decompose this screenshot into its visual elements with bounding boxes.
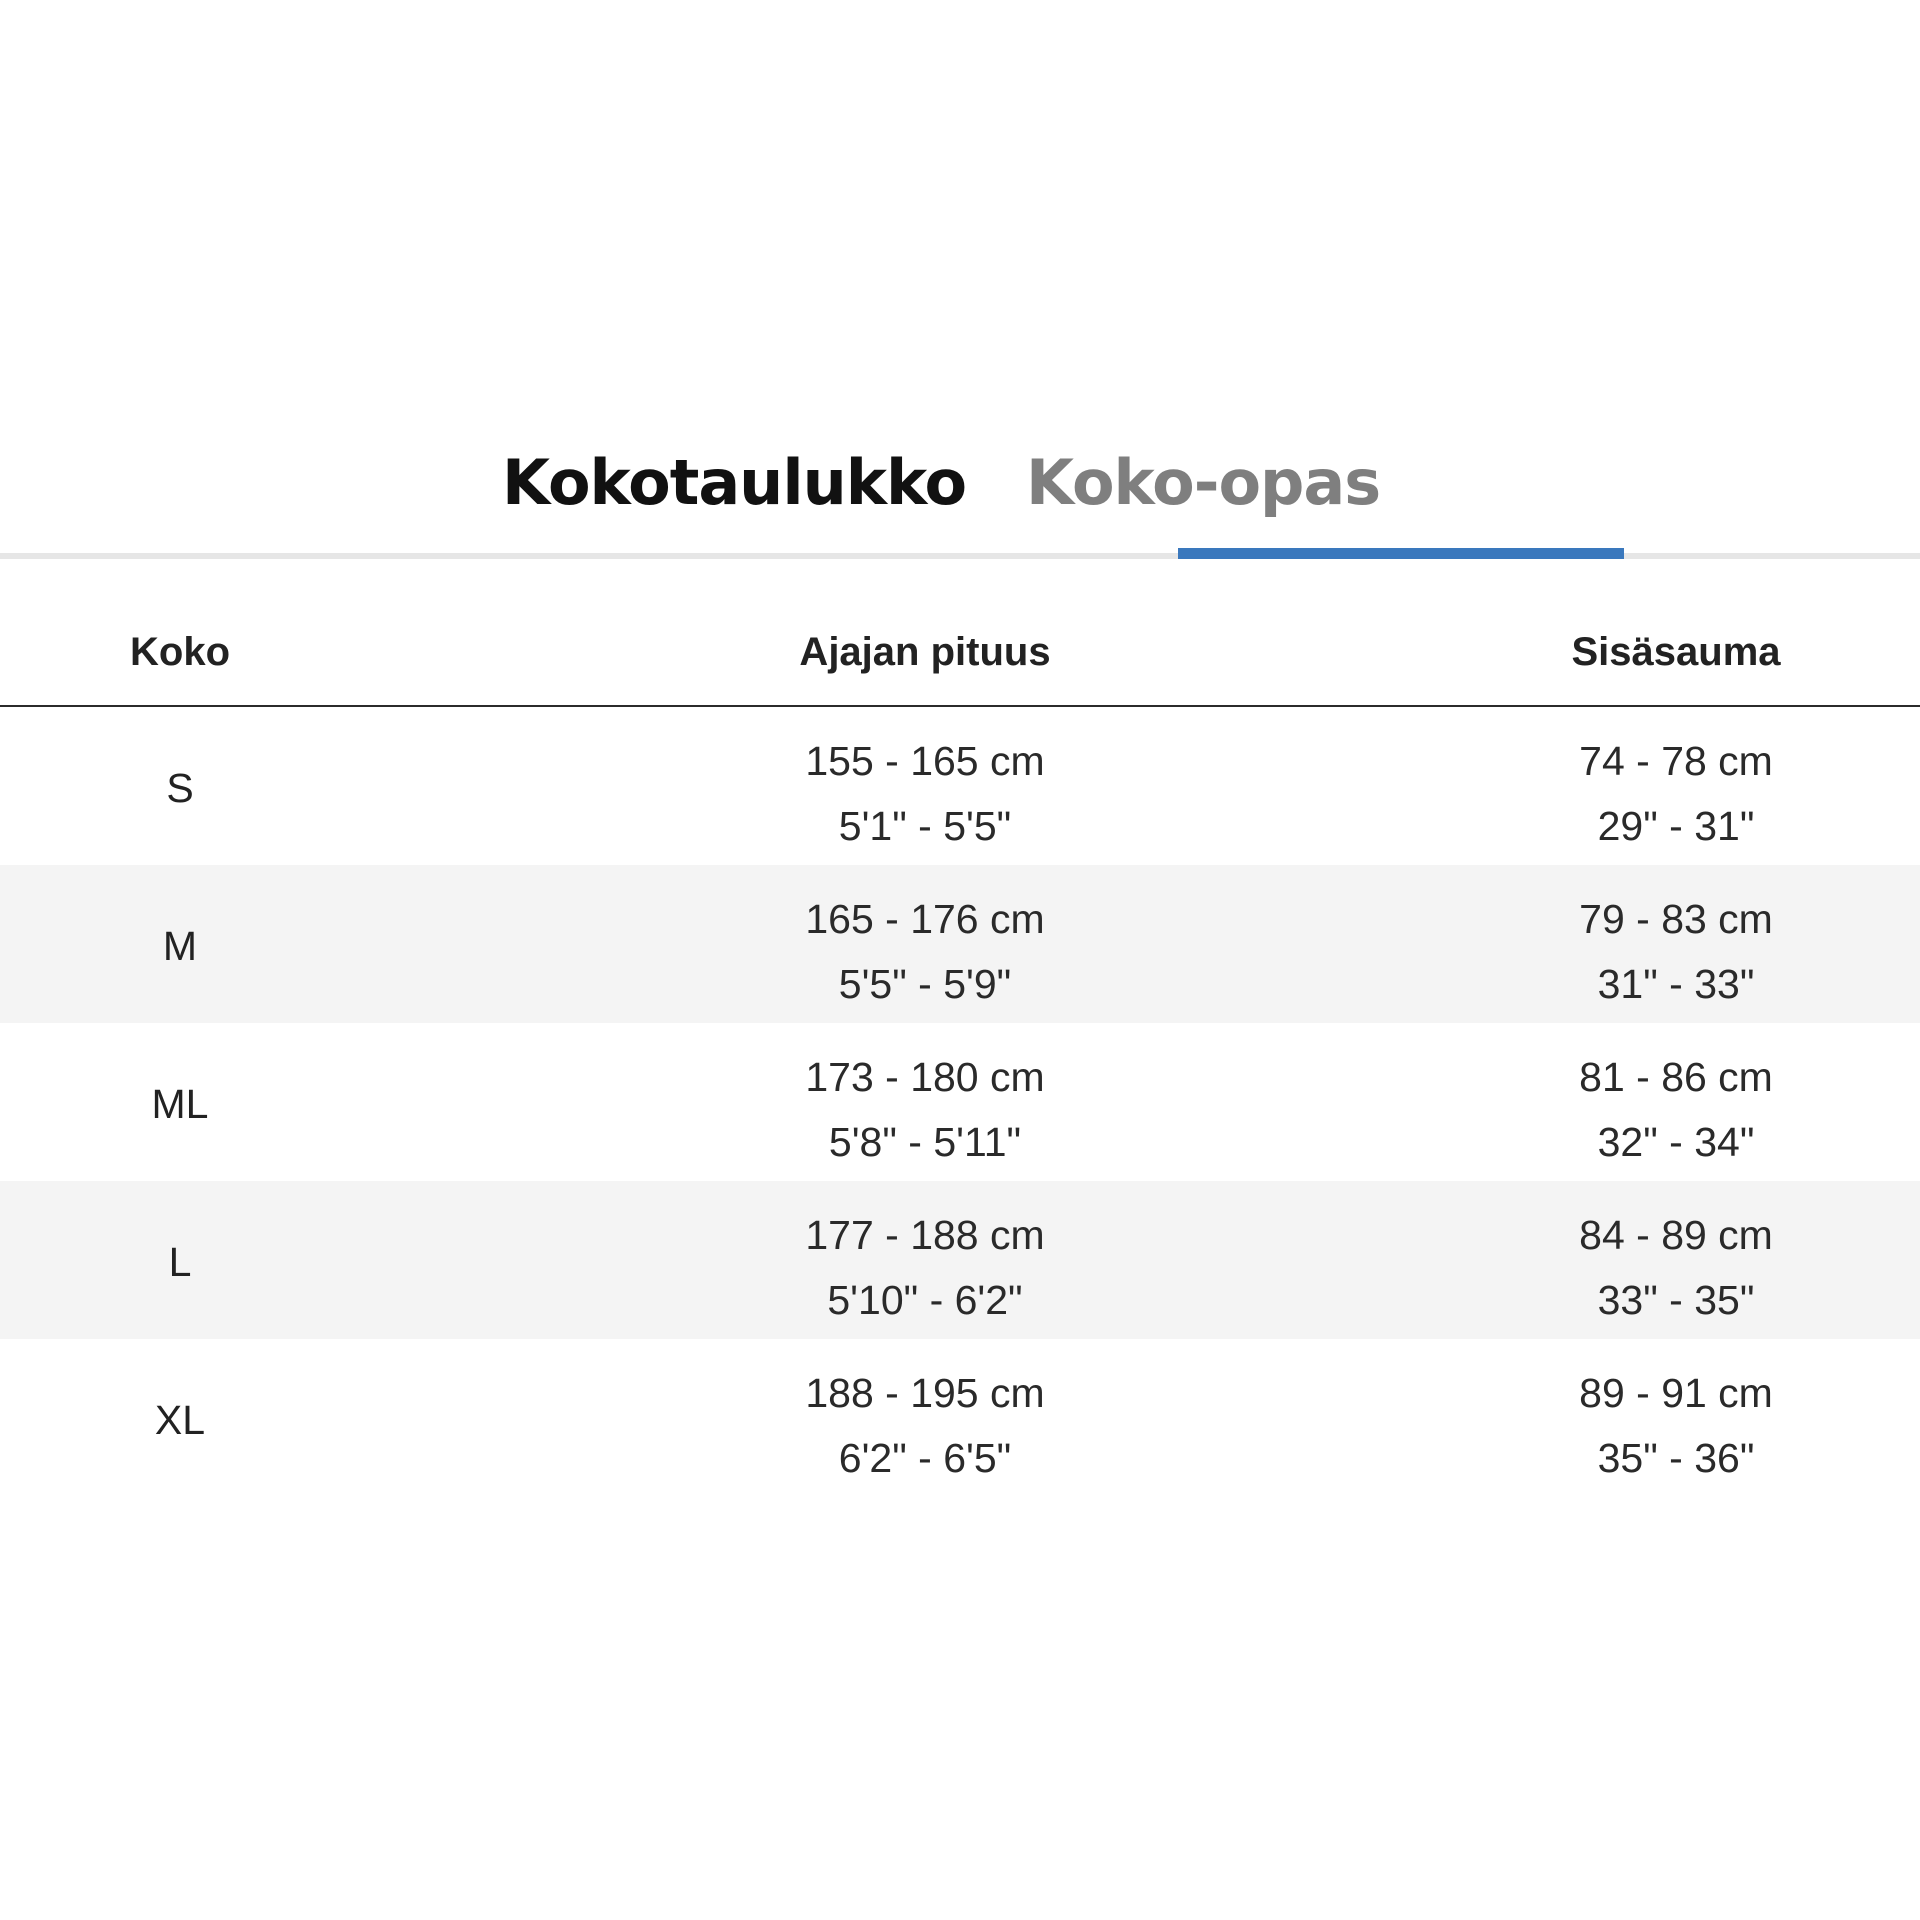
height-cm: 188 - 195 cm	[805, 1370, 1045, 1416]
active-tab-indicator	[1178, 548, 1624, 559]
inseam-cell	[1579, 1361, 1773, 1491]
rider-height-cell	[805, 729, 1044, 859]
height-ft: 5'5" - 5'9"	[838, 961, 1012, 1007]
height-cm: 155 - 165 cm	[805, 738, 1045, 784]
rider-height-cell	[805, 1203, 1044, 1333]
table-row	[0, 865, 1920, 1023]
tab-baseline-divider	[0, 553, 1920, 559]
header-inseam: Sisäsauma	[1571, 630, 1781, 674]
height-ft: 5'10" - 6'2"	[827, 1277, 1023, 1323]
size-cell: XL	[154, 1397, 206, 1443]
inseam-cell	[1579, 729, 1773, 859]
table-row	[0, 1023, 1920, 1181]
size-cell: S	[166, 765, 194, 811]
tab-size-guide[interactable]: Koko-opas	[1026, 446, 1381, 519]
table-row	[0, 1181, 1920, 1339]
height-cm: 165 - 176 cm	[805, 896, 1045, 942]
rider-height-cell	[805, 887, 1044, 1017]
inseam-cell	[1579, 1203, 1773, 1333]
size-cell: L	[168, 1239, 192, 1285]
table-header-row	[0, 600, 1920, 707]
size-tabs	[0, 430, 1920, 560]
table-row	[0, 707, 1920, 865]
inseam-cm: 81 - 86 cm	[1579, 1054, 1773, 1100]
header-size: Koko	[130, 630, 230, 674]
height-cm: 173 - 180 cm	[805, 1054, 1045, 1100]
height-cm: 177 - 188 cm	[805, 1212, 1045, 1258]
inseam-cell	[1579, 887, 1773, 1017]
height-ft: 5'1" - 5'5"	[838, 803, 1012, 849]
inseam-cm: 89 - 91 cm	[1579, 1370, 1773, 1416]
rider-height-cell	[805, 1361, 1044, 1491]
table-row	[0, 1339, 1920, 1497]
rider-height-cell	[805, 1045, 1044, 1175]
height-ft: 6'2" - 6'5"	[838, 1435, 1012, 1481]
size-cell: ML	[151, 1081, 209, 1127]
inseam-cm: 79 - 83 cm	[1579, 896, 1773, 942]
size-table	[0, 600, 1920, 1497]
inseam-in: 29" - 31"	[1597, 803, 1755, 849]
size-cell: M	[162, 923, 198, 969]
inseam-in: 31" - 33"	[1597, 961, 1755, 1007]
tab-size-chart[interactable]: Kokotaulukko	[502, 446, 967, 519]
inseam-cm: 84 - 89 cm	[1579, 1212, 1773, 1258]
header-rider-height: Ajajan pituus	[799, 630, 1051, 674]
inseam-in: 32" - 34"	[1597, 1119, 1755, 1165]
height-ft: 5'8" - 5'11"	[828, 1119, 1022, 1165]
inseam-cm: 74 - 78 cm	[1579, 738, 1773, 784]
inseam-cell	[1579, 1045, 1773, 1175]
inseam-in: 33" - 35"	[1597, 1277, 1755, 1323]
inseam-in: 35" - 36"	[1597, 1435, 1755, 1481]
